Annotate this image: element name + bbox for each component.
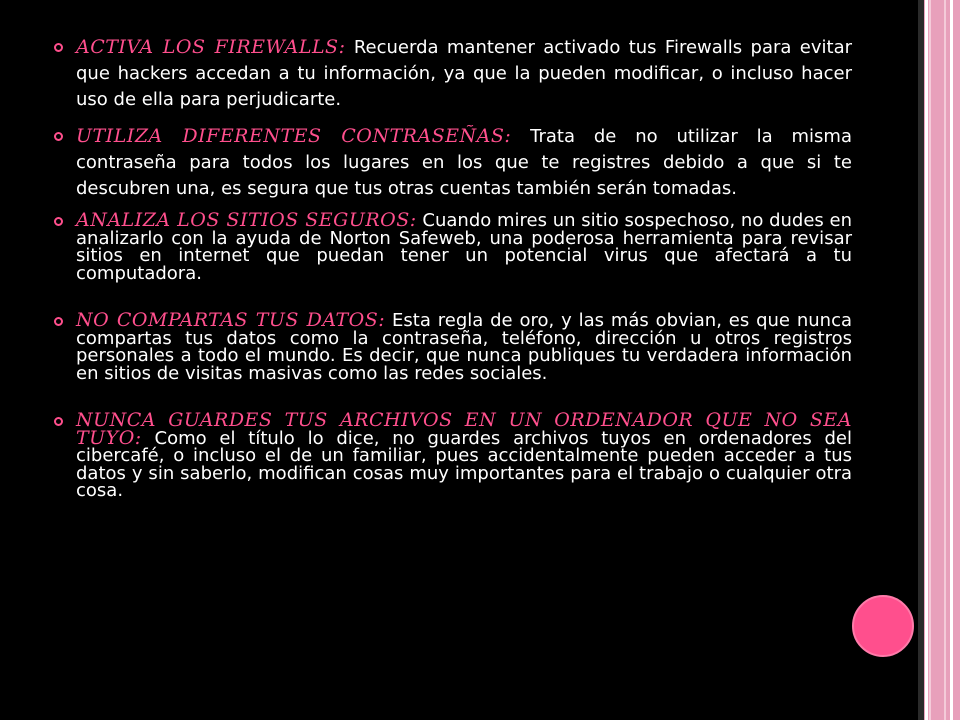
bullet-text: Recuerda mantener activado tus Firewalls para evitar que hackers accedan a tu información, ya que la pueden modificar, o incluso hacer uso de ella para perjudicarte. — [76, 37, 852, 110]
ring-bullet-icon — [54, 132, 63, 141]
bullet-heading: ACTIVA LOS FIREWALLS: — [76, 36, 346, 58]
ring-bullet-icon — [54, 317, 63, 326]
bullet-text: Trata de no utilizar la misma contraseña para todos los lugares en los que te registres debido a que si te descubren una, es segura que tus otras cuentas también serán tomadas. — [76, 126, 852, 199]
bullet-heading: ANALIZA LOS SITIOS SEGUROS: — [76, 209, 417, 231]
decorative-stripe — [929, 0, 931, 720]
ring-bullet-icon — [54, 43, 63, 52]
bullet-heading: UTILIZA DIFERENTES CONTRASEÑAS: — [76, 125, 512, 147]
bullet-heading: NO COMPARTAS TUS DATOS: — [76, 309, 386, 331]
decorative-stripe — [950, 0, 953, 720]
bullet-item-passwords — [48, 123, 852, 202]
bullet-text: Cuando mires un sitio sospechoso, no dudes en analizarlo con la ayuda de Norton Safeweb, una poderosa herramienta para revisar sitios en internet que puedan tener un potencial virus que afectará a tu computadora. — [76, 210, 852, 284]
bullet-item-foreign-computer — [48, 409, 852, 501]
bullet-heading: NUNCA GUARDES TUS ARCHIVOS EN UN ORDENADOR QUE NO SEA TUYO: — [76, 409, 852, 449]
decorative-circle-icon — [852, 595, 914, 657]
ring-bullet-icon — [54, 417, 63, 426]
ring-bullet-icon — [54, 217, 63, 226]
decorative-stripe — [944, 0, 946, 720]
bullet-item-safe-sites — [48, 209, 852, 284]
bullet-item-firewalls — [48, 34, 852, 113]
bullet-text: Como el título lo dice, no guardes archivos tuyos en ordenadores del cibercafé, o incluso el de un familiar, pues accidentalmente pueden acceder a tus datos y sin saberlo, modifican cosas muy importantes para el trabajo o cualquier otra cosa. — [76, 427, 852, 501]
bullet-item-share-data — [48, 309, 852, 384]
bullet-text: Esta regla de oro, y las más obvian, es que nunca compartas tus datos como la contraseña, teléfono, dirección u otros registros personales a todo el mundo. Es decir, que nunca publiques tu verdadera información en sitios de visitas masivas como las redes sociales. — [76, 310, 852, 384]
bullet-list — [48, 34, 852, 500]
decorative-stripe — [925, 0, 928, 720]
